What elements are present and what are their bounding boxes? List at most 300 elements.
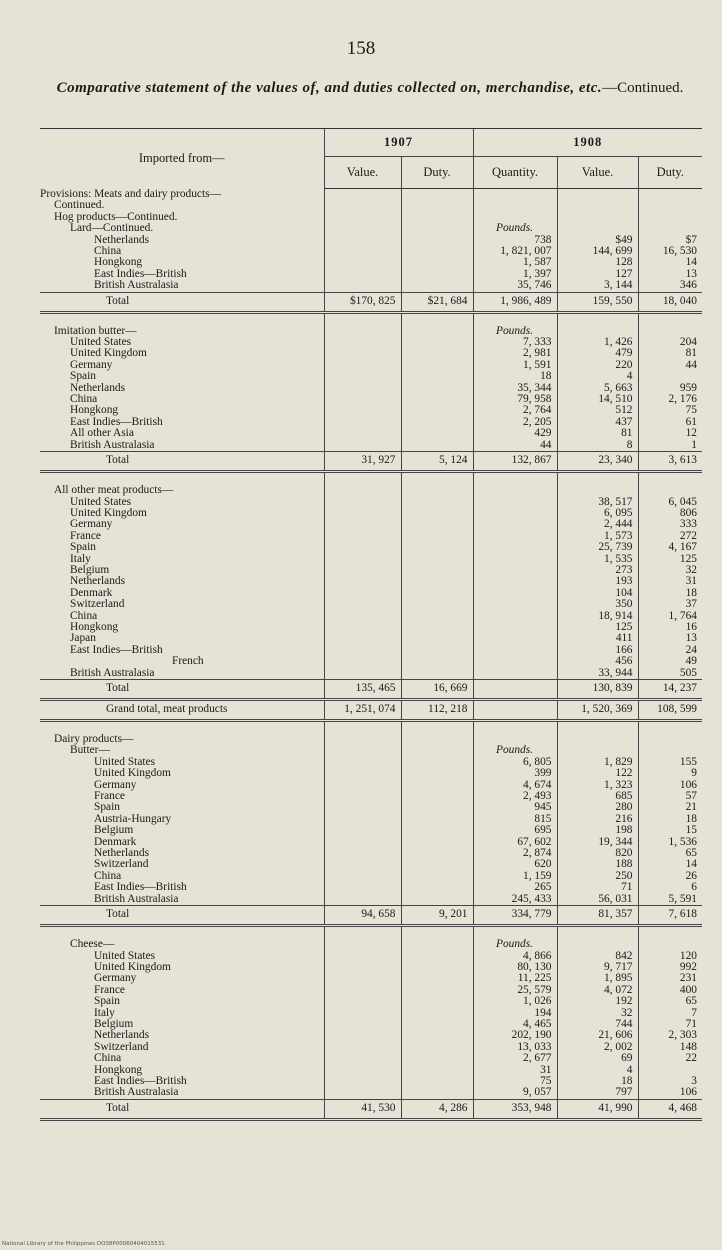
quantity-1908: 2, 493 <box>473 791 557 802</box>
quantity-1908 <box>473 680 557 700</box>
table-row <box>40 622 702 633</box>
duty-1907 <box>401 814 473 825</box>
value-1908: 744 <box>557 1019 638 1030</box>
quantity-1908: 44 <box>473 440 557 452</box>
table-row <box>40 973 702 984</box>
quantity-1908: 13, 033 <box>473 1042 557 1053</box>
duty-1908: 24 <box>638 645 702 656</box>
country-label: Netherlands <box>94 848 150 860</box>
value-1908: 4 <box>557 371 638 382</box>
value-1908 <box>557 939 638 950</box>
country-label: British Australasia <box>70 667 155 679</box>
value-1907 <box>324 257 401 268</box>
country-label: China <box>70 394 98 406</box>
duty-1907 <box>401 519 473 530</box>
duty-1907 <box>401 554 473 565</box>
quantity-1908: 9, 057 <box>473 1087 557 1099</box>
duty-1908: 31 <box>638 576 702 587</box>
value-1908 <box>557 745 638 756</box>
spacer-cell <box>40 926 324 940</box>
duty-1907 <box>401 882 473 893</box>
value-1907: $170, 825 <box>324 292 401 312</box>
value-1907 <box>324 622 401 633</box>
value-1908: 81 <box>557 428 638 439</box>
value-1908: 350 <box>557 599 638 610</box>
country-label: East Indies—British <box>94 1075 187 1087</box>
value-1907 <box>324 780 401 791</box>
quantity-1908: 334, 779 <box>473 906 557 926</box>
table-row <box>40 405 702 416</box>
table-row <box>40 656 702 667</box>
country-label: United Kingdom <box>94 768 171 780</box>
table-row <box>40 371 702 382</box>
duty-1907 <box>401 235 473 246</box>
quantity-1908: 7, 333 <box>473 337 557 348</box>
value-1907: 31, 927 <box>324 452 401 472</box>
quantity-1908 <box>473 212 557 223</box>
spacer-cell <box>401 472 473 486</box>
duty-1908: 7 <box>638 1008 702 1019</box>
duty-1907 <box>401 734 473 745</box>
value-1907 <box>324 200 401 211</box>
value-1908: 479 <box>557 348 638 359</box>
quantity-1908 <box>473 200 557 211</box>
value-1907: 135, 465 <box>324 680 401 700</box>
quantity-1908: 399 <box>473 768 557 779</box>
duty-1908: 120 <box>638 951 702 962</box>
value-1907 <box>324 542 401 553</box>
total-label: Grand total, meat products <box>40 700 324 721</box>
value-1908: 6, 095 <box>557 508 638 519</box>
table-row <box>40 780 702 791</box>
value-1907 <box>324 791 401 802</box>
duty-1908: 65 <box>638 848 702 859</box>
value-1908: 130, 839 <box>557 680 638 700</box>
category-label: Dairy products— <box>54 734 134 746</box>
value-1907 <box>324 859 401 870</box>
duty-1908: 61 <box>638 417 702 428</box>
value-1908 <box>557 734 638 745</box>
total-label: Total <box>40 1099 324 1119</box>
category-heading-row <box>40 326 702 337</box>
quantity-1908 <box>473 645 557 656</box>
table-row <box>40 837 702 848</box>
table-row <box>40 337 702 348</box>
value-1907 <box>324 405 401 416</box>
duty-1908 <box>638 223 702 234</box>
country-label: United Kingdom <box>70 348 147 360</box>
duty-1908: 5, 591 <box>638 894 702 906</box>
table-row <box>40 951 702 962</box>
value-1908: 5, 663 <box>557 383 638 394</box>
value-1907 <box>324 360 401 371</box>
duty-1907 <box>401 485 473 496</box>
category-heading-row <box>40 485 702 496</box>
caption-title: Comparative statement of the values of, and duties collected on, merchandise, etc. <box>56 80 603 96</box>
quantity-1908: 2, 677 <box>473 1053 557 1064</box>
duty-1908: 3 <box>638 1076 702 1087</box>
duty-1908: 16, 530 <box>638 246 702 257</box>
duty-1907 <box>401 848 473 859</box>
unit-label: Pounds. <box>473 939 557 950</box>
country-label: Denmark <box>94 836 137 848</box>
quantity-1908 <box>473 531 557 542</box>
duty-1908 <box>638 200 702 211</box>
quantity-1908 <box>473 508 557 519</box>
country-label: United Kingdom <box>94 961 171 973</box>
duty-1907 <box>401 1076 473 1087</box>
country-label: Italy <box>94 1007 115 1019</box>
duty-1908: 1, 536 <box>638 837 702 848</box>
table-row <box>40 996 702 1007</box>
duty-1908: 13 <box>638 269 702 280</box>
country-label: China <box>94 870 122 882</box>
value-1908: 1, 895 <box>557 973 638 984</box>
caption-suffix: —Continued. <box>602 80 684 96</box>
table-row <box>40 962 702 973</box>
value-1908: 411 <box>557 633 638 644</box>
duty-1908: 3, 613 <box>638 452 702 472</box>
duty-1907 <box>401 859 473 870</box>
value-1907 <box>324 1087 401 1099</box>
table-row <box>40 383 702 394</box>
header-imported-from: Imported from— <box>40 129 324 189</box>
table-body <box>40 189 702 1120</box>
table-row <box>40 645 702 656</box>
duty-1907 <box>401 280 473 292</box>
duty-1907 <box>401 360 473 371</box>
value-1908: 1, 535 <box>557 554 638 565</box>
value-1907 <box>324 485 401 496</box>
unit-label: Pounds. <box>473 326 557 337</box>
quantity-1908: 738 <box>473 235 557 246</box>
value-1908: 71 <box>557 882 638 893</box>
value-1907 <box>324 565 401 576</box>
value-1908: 4, 072 <box>557 985 638 996</box>
quantity-1908 <box>473 497 557 508</box>
duty-1908 <box>638 1065 702 1076</box>
table-row <box>40 531 702 542</box>
table-row <box>40 814 702 825</box>
value-1908: 1, 520, 369 <box>557 700 638 721</box>
duty-1907 <box>401 383 473 394</box>
quantity-1908: 4, 674 <box>473 780 557 791</box>
value-1907 <box>324 348 401 359</box>
country-label: All other Asia <box>70 428 134 440</box>
header-duty-1908: Duty. <box>638 157 702 189</box>
quantity-1908: 265 <box>473 882 557 893</box>
quantity-1908: 202, 190 <box>473 1030 557 1041</box>
value-1908: 512 <box>557 405 638 416</box>
value-1907 <box>324 611 401 622</box>
country-label: Germany <box>70 519 113 531</box>
value-1908: 250 <box>557 871 638 882</box>
country-label: East Indies—British <box>70 644 163 656</box>
quantity-1908: 2, 205 <box>473 417 557 428</box>
duty-1908: 13 <box>638 633 702 644</box>
country-label: Hongkong <box>94 1064 143 1076</box>
quantity-1908: 194 <box>473 1008 557 1019</box>
duty-1908: 1, 764 <box>638 611 702 622</box>
table-row <box>40 554 702 565</box>
table-caption <box>40 80 700 97</box>
quantity-1908 <box>473 542 557 553</box>
table-row <box>40 1008 702 1019</box>
value-1907 <box>324 519 401 530</box>
duty-1907 <box>401 973 473 984</box>
value-1908: 1, 573 <box>557 531 638 542</box>
quantity-1908 <box>473 576 557 587</box>
duty-1907 <box>401 542 473 553</box>
value-1908: 32 <box>557 1008 638 1019</box>
value-1908: 192 <box>557 996 638 1007</box>
duty-1907 <box>401 348 473 359</box>
value-1908: 797 <box>557 1087 638 1099</box>
quantity-1908: 25, 579 <box>473 985 557 996</box>
value-1907 <box>324 1065 401 1076</box>
duty-1907 <box>401 428 473 439</box>
value-1908: 273 <box>557 565 638 576</box>
country-label: Switzerland <box>94 1041 149 1053</box>
duty-1907: 16, 669 <box>401 680 473 700</box>
table-row <box>40 1087 702 1099</box>
header-value-1908: Value. <box>557 157 638 189</box>
quantity-1908: 4, 465 <box>473 1019 557 1030</box>
value-1908: 23, 340 <box>557 452 638 472</box>
duty-1908: 16 <box>638 622 702 633</box>
table-row <box>40 611 702 622</box>
country-label: Hongkong <box>94 257 143 269</box>
spacer-cell <box>401 926 473 940</box>
value-1908: 1, 829 <box>557 757 638 768</box>
quantity-1908 <box>473 656 557 667</box>
value-1908: 456 <box>557 656 638 667</box>
quantity-1908: 1, 397 <box>473 269 557 280</box>
duty-1907 <box>401 326 473 337</box>
value-1907 <box>324 417 401 428</box>
duty-1907 <box>401 837 473 848</box>
table-row <box>40 497 702 508</box>
table-row <box>40 280 702 292</box>
country-label: East Indies—British <box>94 268 187 280</box>
quantity-1908: 75 <box>473 1076 557 1087</box>
value-1907 <box>324 985 401 996</box>
spacer-cell <box>473 472 557 486</box>
quantity-1908 <box>473 565 557 576</box>
value-1908: 820 <box>557 848 638 859</box>
quantity-1908: 945 <box>473 802 557 813</box>
quantity-1908: 1, 986, 489 <box>473 292 557 312</box>
country-label: China <box>94 246 122 258</box>
header-value-1907: Value. <box>324 157 401 189</box>
header-year-1907: 1907 <box>324 129 473 157</box>
country-label: Spain <box>70 542 96 554</box>
duty-1907 <box>401 337 473 348</box>
value-1907 <box>324 656 401 667</box>
category-heading-row <box>40 745 702 756</box>
value-1908: 14, 510 <box>557 394 638 405</box>
header-quantity-1908: Quantity. <box>473 157 557 189</box>
quantity-1908: 2, 764 <box>473 405 557 416</box>
country-label: Netherlands <box>94 234 150 246</box>
quantity-1908: 18 <box>473 371 557 382</box>
value-1907 <box>324 1076 401 1087</box>
value-1907 <box>324 633 401 644</box>
spacer-cell <box>638 472 702 486</box>
duty-1908: 106 <box>638 1087 702 1099</box>
duty-1907 <box>401 871 473 882</box>
value-1907 <box>324 1042 401 1053</box>
spacer-cell <box>557 926 638 940</box>
duty-1907 <box>401 417 473 428</box>
spacer-cell <box>324 926 401 940</box>
value-1907 <box>324 894 401 906</box>
duty-1908 <box>638 485 702 496</box>
duty-1908: 49 <box>638 656 702 667</box>
value-1907 <box>324 1019 401 1030</box>
category-label: All other meat products— <box>54 485 174 497</box>
value-1908: 19, 344 <box>557 837 638 848</box>
total-row <box>40 906 702 926</box>
value-1907 <box>324 383 401 394</box>
value-1908 <box>557 326 638 337</box>
table-row <box>40 1019 702 1030</box>
duty-1907 <box>401 962 473 973</box>
table-row <box>40 668 702 680</box>
table-row <box>40 519 702 530</box>
duty-1908: 992 <box>638 962 702 973</box>
quantity-1908: 1, 159 <box>473 871 557 882</box>
value-1907 <box>324 588 401 599</box>
duty-1907 <box>401 791 473 802</box>
country-label: British Australasia <box>70 439 155 451</box>
country-label: Spain <box>94 996 120 1008</box>
value-1907 <box>324 371 401 382</box>
spacer-cell <box>557 472 638 486</box>
value-1907 <box>324 757 401 768</box>
country-label: Spain <box>94 802 120 814</box>
value-1907 <box>324 269 401 280</box>
value-1908: 18 <box>557 1076 638 1087</box>
quantity-1908: 695 <box>473 825 557 836</box>
quantity-1908: 1, 591 <box>473 360 557 371</box>
duty-1908: 18, 040 <box>638 292 702 312</box>
duty-1907 <box>401 257 473 268</box>
duty-1907 <box>401 939 473 950</box>
duty-1908: 2, 303 <box>638 1030 702 1041</box>
duty-1907: 9, 201 <box>401 906 473 926</box>
table-row <box>40 508 702 519</box>
quantity-1908: 31 <box>473 1065 557 1076</box>
value-1908 <box>557 200 638 211</box>
value-1908: 8 <box>557 440 638 452</box>
country-label: East Indies—British <box>70 416 163 428</box>
duty-1908 <box>638 745 702 756</box>
quantity-1908: 353, 948 <box>473 1099 557 1119</box>
duty-1908: 959 <box>638 383 702 394</box>
country-label: Italy <box>70 553 91 565</box>
quantity-1908 <box>473 599 557 610</box>
value-1908: 4 <box>557 1065 638 1076</box>
country-label: Hongkong <box>70 621 119 633</box>
value-1907 <box>324 599 401 610</box>
import-comparison-table <box>40 128 702 1121</box>
duty-1908 <box>638 371 702 382</box>
duty-1907 <box>401 894 473 906</box>
category-label: Lard—Continued. <box>70 223 154 235</box>
category-label: Butter— <box>70 745 110 757</box>
duty-1908: 57 <box>638 791 702 802</box>
spacer-row <box>40 472 702 486</box>
duty-1908: 14 <box>638 257 702 268</box>
table-row <box>40 633 702 644</box>
category-heading-row <box>40 223 702 234</box>
value-1908: 9, 717 <box>557 962 638 973</box>
duty-1907 <box>401 1008 473 1019</box>
quantity-1908 <box>473 189 557 201</box>
spacer-cell <box>473 721 557 735</box>
total-row <box>40 292 702 312</box>
duty-1907 <box>401 246 473 257</box>
quantity-1908: 245, 433 <box>473 894 557 906</box>
country-label: France <box>94 984 125 996</box>
category-heading-row <box>40 189 702 201</box>
value-1908: 33, 944 <box>557 668 638 680</box>
value-1908: 188 <box>557 859 638 870</box>
duty-1908: 12 <box>638 428 702 439</box>
value-1907 <box>324 554 401 565</box>
duty-1908: 6, 045 <box>638 497 702 508</box>
duty-1907 <box>401 622 473 633</box>
value-1907 <box>324 882 401 893</box>
value-1908: 685 <box>557 791 638 802</box>
value-1908: 216 <box>557 814 638 825</box>
duty-1908: 21 <box>638 802 702 813</box>
quantity-1908: 2, 981 <box>473 348 557 359</box>
quantity-1908 <box>473 485 557 496</box>
country-label: Netherlands <box>70 382 126 394</box>
country-label: China <box>70 610 98 622</box>
duty-1907 <box>401 951 473 962</box>
duty-1907 <box>401 588 473 599</box>
country-label: Spain <box>70 371 96 383</box>
value-1907 <box>324 1053 401 1064</box>
duty-1908: 400 <box>638 985 702 996</box>
table-row <box>40 871 702 882</box>
value-1907 <box>324 768 401 779</box>
duty-1908: 7, 618 <box>638 906 702 926</box>
table-row <box>40 757 702 768</box>
duty-1907: 112, 218 <box>401 700 473 721</box>
duty-1908: 37 <box>638 599 702 610</box>
value-1908: 104 <box>557 588 638 599</box>
value-1907 <box>324 531 401 542</box>
table-row <box>40 394 702 405</box>
category-label: Cheese— <box>70 939 115 951</box>
duty-1908: 14 <box>638 859 702 870</box>
duty-1907: 4, 286 <box>401 1099 473 1119</box>
value-1907 <box>324 973 401 984</box>
value-1908: 41, 990 <box>557 1099 638 1119</box>
value-1907 <box>324 962 401 973</box>
value-1907 <box>324 576 401 587</box>
value-1908: 166 <box>557 645 638 656</box>
value-1908: 3, 144 <box>557 280 638 292</box>
value-1907 <box>324 212 401 223</box>
duty-1908: 231 <box>638 973 702 984</box>
duty-1907 <box>401 200 473 211</box>
spacer-cell <box>401 312 473 326</box>
